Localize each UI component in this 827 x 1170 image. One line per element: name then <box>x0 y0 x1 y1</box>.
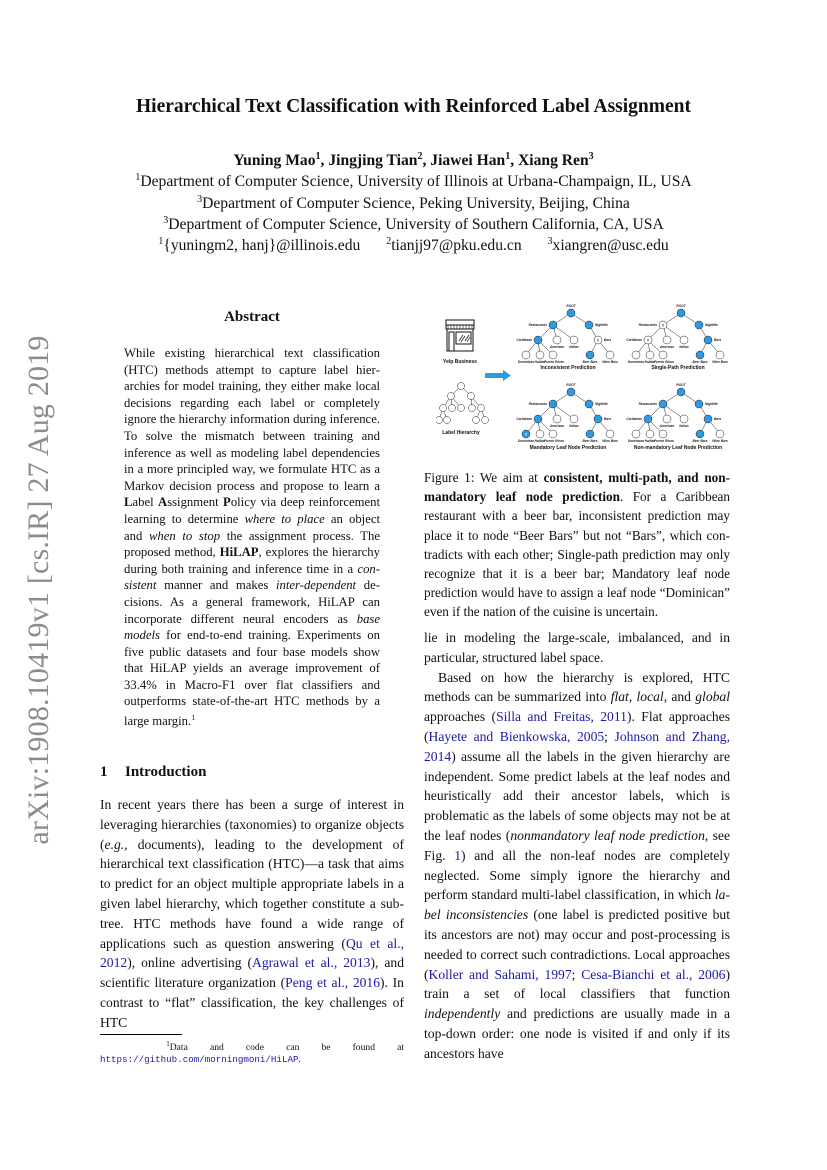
affiliation-line <box>0 214 827 235</box>
svg-text:Restaurants: Restaurants <box>638 323 657 327</box>
arxiv-id-text: arXiv:1908.10419v1 [cs.IR] 27 Aug 2019 <box>22 335 55 845</box>
affiliation-text: Department of Computer Science, University of Southern California, CA, USA <box>168 215 664 233</box>
body-text: (one label is predicted positive but its ancestors are not) may occur and post-processing is needed to correct such contradictions. Local approaches ( <box>424 907 730 982</box>
abstract-heading: Abstract <box>224 309 280 325</box>
abstract-body <box>124 345 380 730</box>
affiliation-mark: 3 <box>197 193 203 205</box>
svg-text:Restaurants: Restaurants <box>638 402 657 406</box>
svg-text:X: X <box>596 338 600 343</box>
panel-title: Non-mandatory Leaf Node Prediction <box>633 445 723 451</box>
svg-text:Italian: Italian <box>679 424 689 428</box>
svg-text:X: X <box>524 432 528 437</box>
arxiv-stamp <box>19 330 59 850</box>
affiliation-line <box>0 193 827 214</box>
section-number: 1 <box>100 764 108 780</box>
body-text: , documents), leading to the development of hierarchical text classification (HTC)—a task that aims to predict for an object multiple appropriate labels in a given label hierarchy, which together constitute a sub-tree. HTC methods have found a wide range of applications such as question answering ( <box>100 836 404 951</box>
email: xiangren@usc.edu <box>552 237 669 255</box>
svg-text:American: American <box>659 345 675 349</box>
author-name: Xiang Ren <box>518 152 589 169</box>
svg-text:Caribbean: Caribbean <box>516 338 532 342</box>
svg-text:Beer Bars: Beer Bars <box>582 360 598 364</box>
svg-text:ROOT: ROOT <box>566 383 576 387</box>
emphasis: nonmandatory leaf node prediction <box>510 827 705 843</box>
panel-title: Single-Path Prediction <box>651 365 705 371</box>
svg-text:American: American <box>659 424 675 428</box>
svg-text:Dominican: Dominican <box>517 439 535 443</box>
svg-text:American: American <box>549 424 565 428</box>
body-text: In recent years there has been a surge of interest in leveraging hierarchies (taxonomies) to organize objects ( <box>100 797 404 852</box>
email-line <box>0 235 827 256</box>
svg-text:Bars: Bars <box>604 417 612 421</box>
svg-text:Wine Bars: Wine Bars <box>602 360 618 364</box>
emphasis: label inconsistencies <box>424 887 730 923</box>
body-text: and predictions are usually made in a top-down order: one node is visited if and only if its ancestors have <box>424 1006 730 1061</box>
caption-bold: consistent, multi-path, and nonmandatory leaf node prediction <box>424 470 730 505</box>
abstract-text: manner and makes <box>156 578 277 593</box>
arrow-right-icon <box>485 370 511 381</box>
svg-text:Caribbean: Caribbean <box>626 417 642 421</box>
citation-link[interactable]: Koller and Sahami, 1997 <box>428 966 572 982</box>
svg-text:Haitian: Haitian <box>644 360 656 364</box>
author-name: Jiawei Han <box>430 152 506 169</box>
emphasis: consistent <box>124 561 380 593</box>
citation-link[interactable]: Silla and Freitas, 2011 <box>496 709 627 725</box>
body-text: ) and all the non-leaf nodes are completely neglected. Some simply ignore the hierarchy and perform standard multi-label classification, in which <box>424 847 730 903</box>
body-paragraph <box>424 668 730 1064</box>
footnote-link[interactable]: 1 <box>191 713 196 723</box>
svg-text:Bars: Bars <box>714 417 722 421</box>
panel-title: Inconsistent Prediction <box>540 365 596 371</box>
svg-text:ROOT: ROOT <box>676 383 686 387</box>
svg-text:Nightlife: Nightlife <box>595 402 608 406</box>
label-hierarchy-icon <box>436 383 489 424</box>
svg-text:Haitian: Haitian <box>644 439 656 443</box>
figure-caption <box>424 468 730 622</box>
panel-non-mandatory-leaf <box>626 383 728 451</box>
body-text: ; <box>604 728 615 744</box>
citation-link[interactable]: Agrawal et al., 2013 <box>252 955 371 971</box>
svg-text:Beer Bars: Beer Bars <box>582 439 598 443</box>
acronym-letter: P <box>223 495 231 510</box>
svg-text:Haitian: Haitian <box>534 439 546 443</box>
intro-paragraph <box>100 795 404 1033</box>
emphasis: local <box>636 689 664 705</box>
panel-single-path <box>626 304 728 371</box>
email: tianjj97@pku.edu.cn <box>391 237 522 255</box>
emphasis: e.g. <box>104 836 125 852</box>
figure-ref-link[interactable]: 1 <box>454 847 461 863</box>
acronym-letter: A <box>158 495 168 510</box>
author-name: Yuning Mao <box>233 152 316 169</box>
citation-link[interactable]: Cesa-Bianchi et al., 2006 <box>581 966 726 982</box>
body-text: ) assume all the labels in the given hierarchy are independent. Some predict labels at the leaf nodes and heuristically add their ancestor labels, which is problematic as the labels of some objects may not be at the leaf nodes ( <box>424 748 730 843</box>
panel-title: Mandatory Leaf Node Prediction <box>529 445 607 451</box>
svg-text:Dominican: Dominican <box>627 439 645 443</box>
emphasis: where to place <box>244 511 325 526</box>
svg-text:Puerto Rican: Puerto Rican <box>544 439 564 443</box>
abstract-text: abel <box>132 495 159 510</box>
abstract-text: the assignment process. The proposed method, <box>124 528 380 560</box>
svg-text:Haitian: Haitian <box>534 360 546 364</box>
emphasis: global <box>695 689 730 705</box>
affiliation-mark: 1 <box>158 236 164 248</box>
svg-text:Caribbean: Caribbean <box>516 417 532 421</box>
panel-mandatory-leaf <box>516 383 618 451</box>
emphasis: flat <box>610 689 629 705</box>
body-text: , see Fig. <box>424 827 730 863</box>
svg-text:American: American <box>549 345 565 349</box>
svg-text:X: X <box>661 323 665 328</box>
svg-text:Restaurants: Restaurants <box>528 402 547 406</box>
abstract-text: for end-to-end training. Experiments on five public datasets and four base models show that HiLAP yields an average improvement of 33.4% in Macro-F1 over flat classifiers and outperforms state-of-the-art HTC methods by a large margin. <box>124 628 380 729</box>
body-text: ). Flat approaches ( <box>424 709 730 744</box>
svg-text:Bars: Bars <box>604 338 612 342</box>
affiliation-mark: 3 <box>547 236 553 248</box>
section-title: Introduction <box>125 764 207 780</box>
panel-inconsistent <box>516 304 618 371</box>
svg-text:Wine Bars: Wine Bars <box>712 360 728 364</box>
svg-text:Wine Bars: Wine Bars <box>602 439 618 443</box>
svg-text:Italian: Italian <box>569 345 579 349</box>
caption-text: Figure 1: We aim at <box>424 470 544 485</box>
paper-title: Hierarchical Text Classification with Reinforced Label Assignment <box>135 96 692 117</box>
email: {yuningm2, hanj}@illinois.edu <box>163 237 361 255</box>
body-text: ; <box>571 966 582 982</box>
affiliation-line <box>0 171 827 192</box>
affiliation-mark: 1 <box>135 172 141 184</box>
acronym-letter: L <box>124 495 133 510</box>
author-name: Jingjing Tian <box>328 152 418 169</box>
label-hierarchy-label: Label Hierarchy <box>442 430 480 436</box>
affiliation-mark: 2 <box>417 151 423 162</box>
affiliation-mark: 2 <box>386 236 392 248</box>
yelp-business-label: Yelp Business <box>443 359 477 365</box>
svg-text:Puerto Rican: Puerto Rican <box>654 439 674 443</box>
citation-link[interactable]: Johnson and Zhang, 2014 <box>424 728 730 764</box>
svg-text:Caribbean: Caribbean <box>626 338 642 342</box>
right-column-text <box>424 628 730 1064</box>
svg-text:Puerto Rican: Puerto Rican <box>654 360 674 364</box>
body-text: ). In contrast to “flat” classification, the key challenges of HTC <box>100 975 404 1030</box>
svg-text:Italian: Italian <box>679 345 689 349</box>
caption-text: . For a Caribbean restaurant with a beer bar, inconsistent prediction may place it to node “Beer Bars” but not “Bars”, which contradicts with each other; Single-path prediction may only recognize that it is a beer bar; Mandatory leaf node prediction would have to assign a leaf node “Dominican” even if the nation of the cuisine is uncertain. <box>424 489 730 620</box>
abstract-text: olicy via deep reinforcement learning to determine <box>124 495 380 526</box>
emphasis: inter-dependent <box>276 578 357 593</box>
abstract-text: , explores the hierarchy during both training and inference time in a <box>124 545 380 576</box>
body-text: ), and scientific literature organization ( <box>100 955 405 991</box>
svg-text:Wine Bars: Wine Bars <box>712 439 728 443</box>
author-names: Yuning Mao$^1$, Jingjing Tian$^2$, Jiawei Han$^1$, Xiang Ren$^3$ <box>233 151 594 169</box>
abstract-text: While existing hierarchical text classification (HTC) methods attempt to capture label hierarchies for model training, they either make local decisions regarding each label or completely ignore the hierarchy information during inference. To solve the mismatch between training and inference as well as modeling label dependencies in a more principled way, we formulate HTC as a Markov decision process and propose to learn a <box>124 346 380 493</box>
github-link[interactable]: https://github.com/morningmoni/HiLAP <box>100 1054 299 1066</box>
svg-text:Beer Bars: Beer Bars <box>692 360 708 364</box>
svg-text:Bars: Bars <box>714 338 722 342</box>
body-text: ) train a set of local classifiers that function <box>424 966 730 1002</box>
affiliation-mark: 1 <box>505 151 511 162</box>
affiliation-text: Department of Computer Science, University of Illinois at Urbana-Champaign, IL, USA <box>140 173 692 191</box>
footnote-text: . <box>298 1054 301 1066</box>
emphasis: independently <box>424 1006 501 1022</box>
abstract-text: decisions. As a general framework, HiLAP can incorporate different neural encoders as <box>124 578 381 626</box>
citation-link[interactable]: Hayete and Bienkowska, 2005 <box>428 728 605 744</box>
author-block <box>0 150 827 256</box>
svg-text:Nightlife: Nightlife <box>705 402 718 406</box>
affiliation-mark: 3 <box>588 151 594 162</box>
svg-text:ROOT: ROOT <box>676 304 686 308</box>
emphasis: when to stop <box>148 528 221 543</box>
svg-text:Dominican: Dominican <box>627 360 645 364</box>
affiliation-mark: 3 <box>163 214 169 226</box>
svg-text:Puerto Rican: Puerto Rican <box>544 360 564 364</box>
body-paragraph: lie in modeling the large-scale, imbalanced, and in particular, structured label space. <box>424 630 730 665</box>
svg-text:X: X <box>646 338 650 343</box>
affiliation-text: Department of Computer Science, Peking University, Beijing, China <box>202 194 630 212</box>
footnote-divider <box>100 1034 182 1035</box>
abstract-text: ssignment <box>167 495 224 510</box>
storefront-icon <box>446 320 474 351</box>
footnote <box>100 1038 404 1066</box>
footnote-text: Data and code can be found at <box>169 1042 404 1054</box>
abstract-text: an object and <box>124 511 380 543</box>
body-text: , and <box>663 689 696 705</box>
hierarchy-figure <box>436 300 736 460</box>
method-name: HiLAP <box>219 545 259 560</box>
citation-link[interactable]: Qu et al., 2012 <box>100 935 404 971</box>
figure-1 <box>436 300 736 460</box>
body-text: approaches ( <box>424 709 497 725</box>
svg-text:Dominican: Dominican <box>517 360 535 364</box>
footnote-mark: 1 <box>166 1040 170 1048</box>
body-text: , <box>628 689 637 705</box>
svg-text:ROOT: ROOT <box>566 304 576 308</box>
svg-text:Beer Bars: Beer Bars <box>692 439 708 443</box>
citation-link[interactable]: Peng et al., 2016 <box>285 975 381 991</box>
svg-text:Nightlife: Nightlife <box>705 323 718 327</box>
body-text: Based on how the hierarchy is explored, HTC methods can be summarized into <box>424 669 730 705</box>
svg-text:Italian: Italian <box>569 424 579 428</box>
svg-text:Nightlife: Nightlife <box>595 323 608 327</box>
body-text: ), online advertising ( <box>127 955 253 971</box>
emphasis: base models <box>124 611 380 643</box>
section-heading-introduction <box>100 764 206 781</box>
svg-text:Restaurants: Restaurants <box>528 323 547 327</box>
affiliation-mark: 1 <box>315 151 321 162</box>
